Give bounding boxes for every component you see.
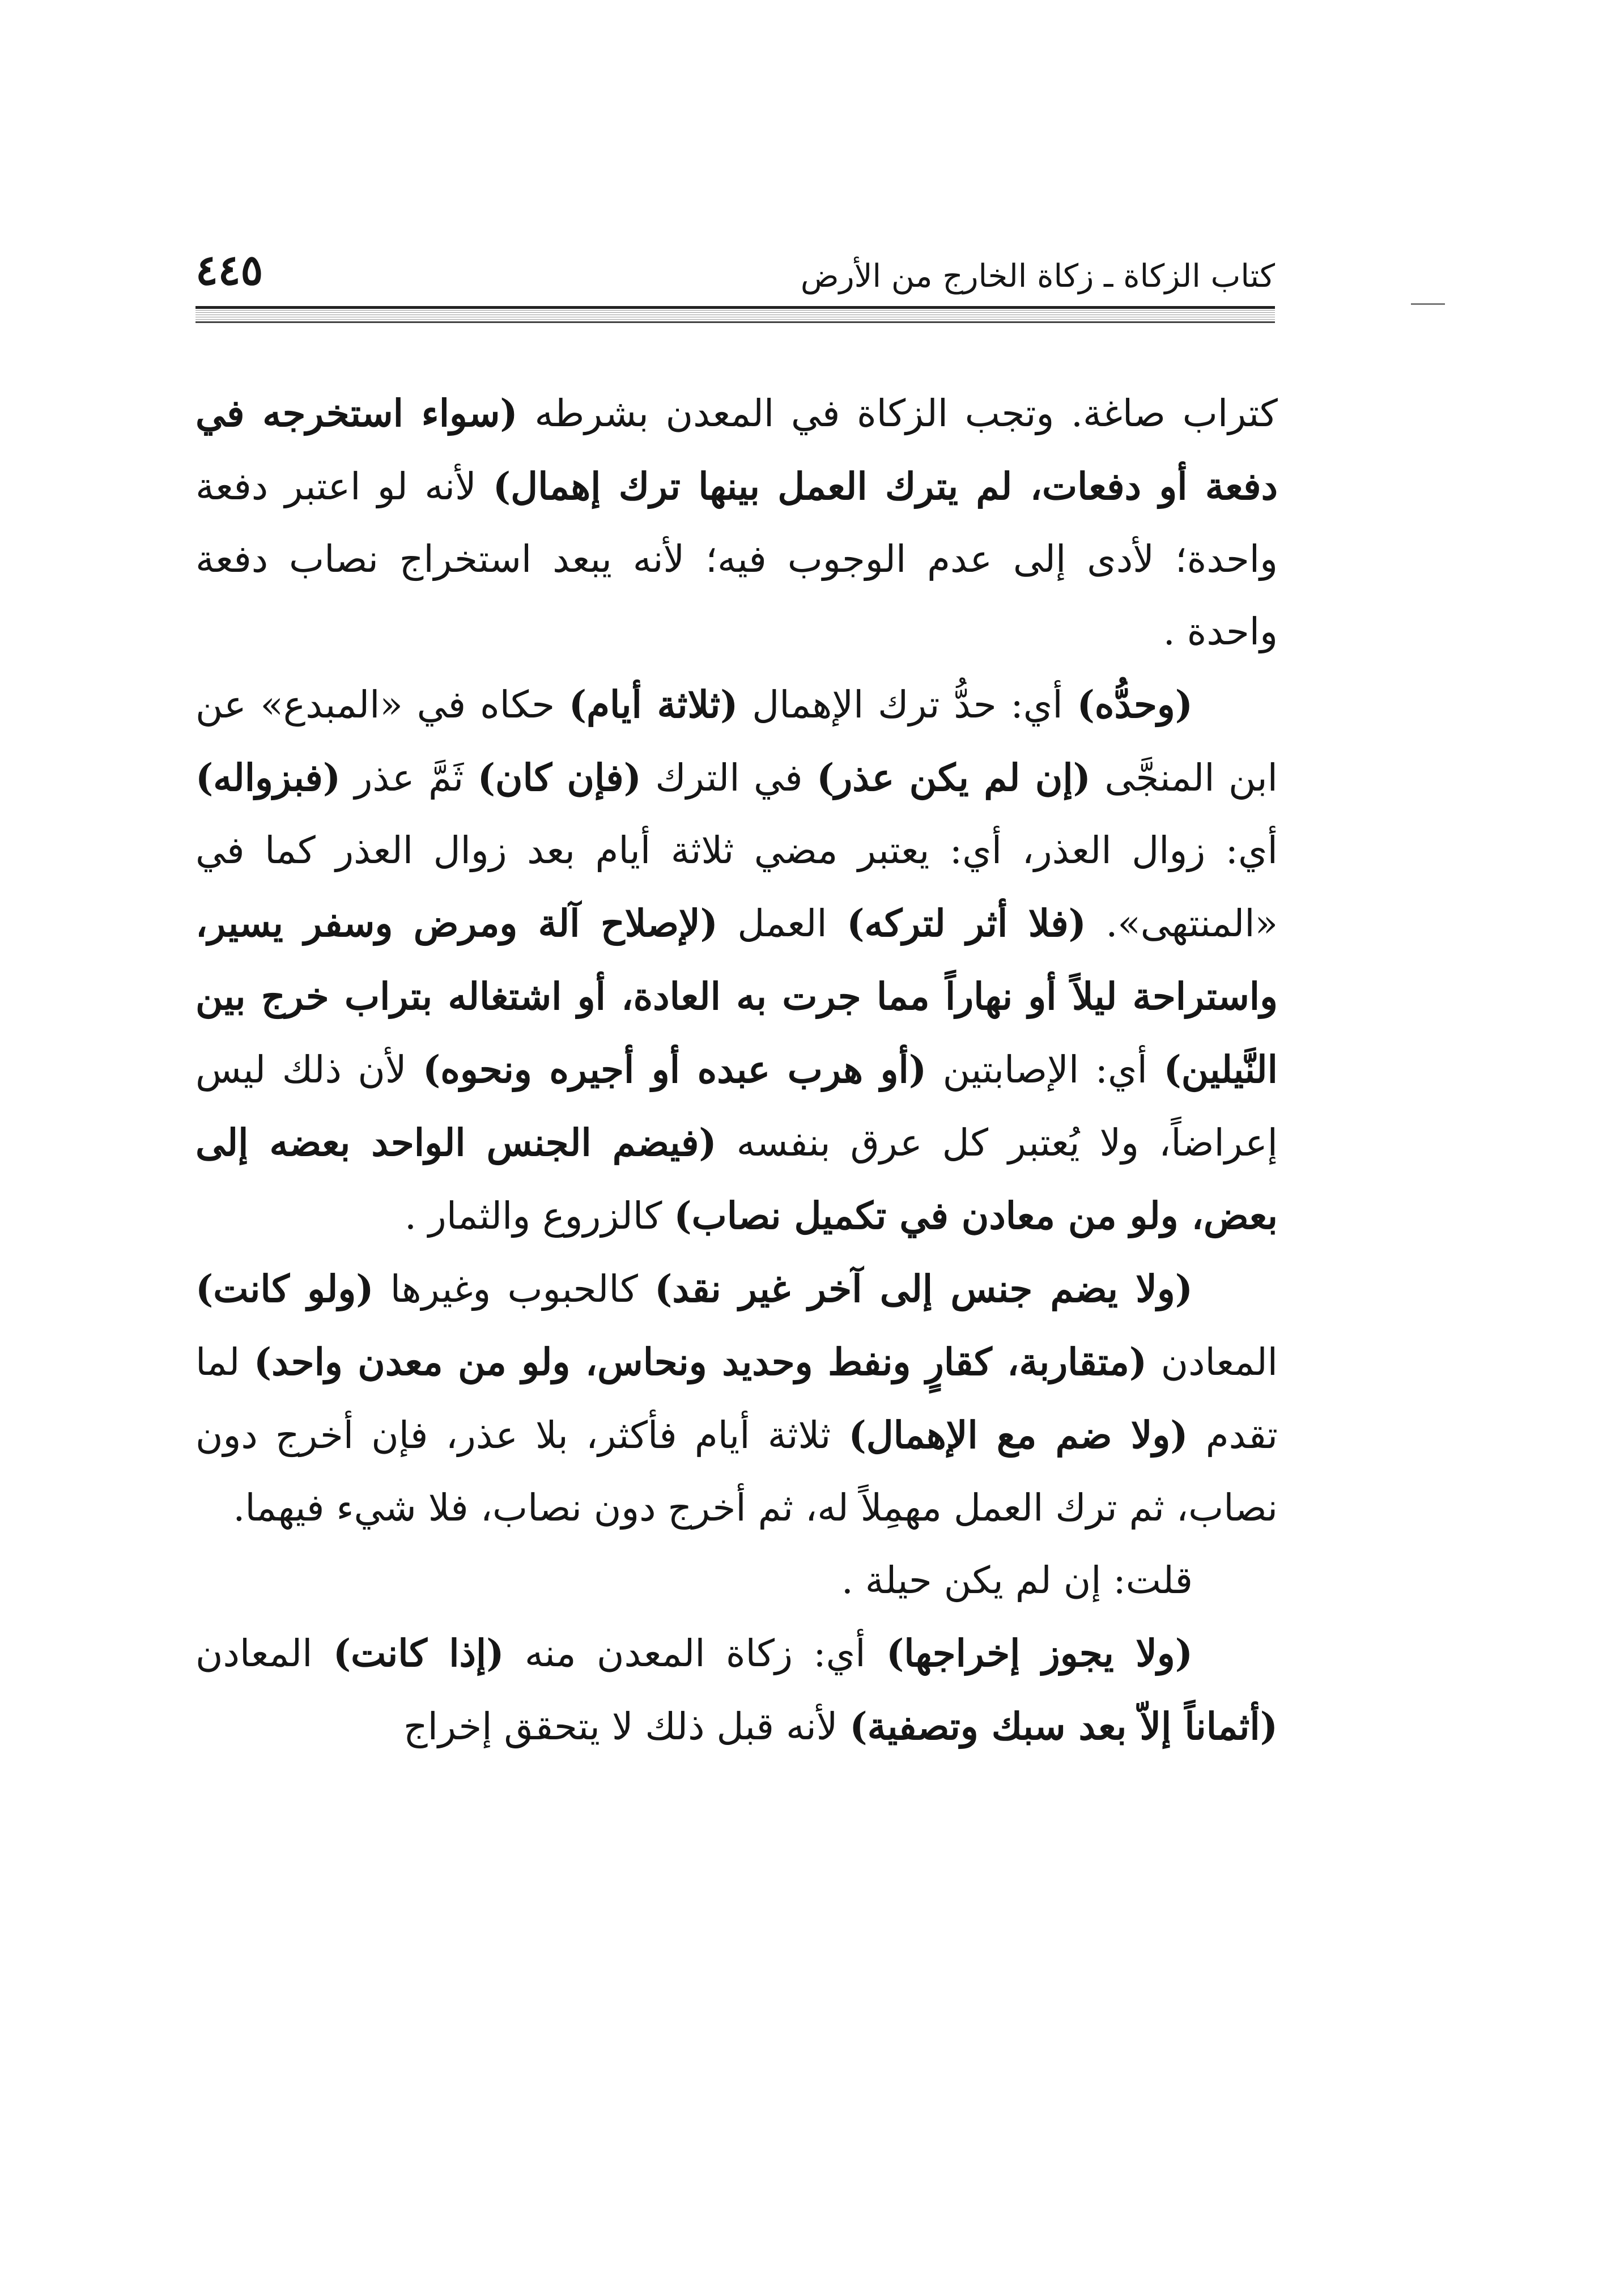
matn-segment: (فإن كان): [477, 755, 641, 800]
body-text: [195, 377, 1278, 1763]
text-segment: ثلاثة أيام فأكثر، بلا عذر، فإن أخرج دون نصاب، ثم ترك العمل مهمِلاً له، ثم أخرج دون نصاب، فلا شيء فيهما.: [195, 1413, 1278, 1530]
matn-segment: (متقاربة، كقارٍ ونفط وحديد ونحاس، ولو من معدن واحد): [253, 1340, 1147, 1384]
text-segment: قلت: إن لم يكن حيلة .: [841, 1559, 1193, 1602]
text-segment: أي: الإصابتين: [926, 1048, 1164, 1092]
page-header: [195, 246, 1275, 295]
text-segment: لأنه لو اعتبر دفعة واحدة؛ لأدى إلى عدم الوجوب فيه؛ لأنه يبعد استخراج نصاب دفعة واحدة .: [195, 465, 1278, 653]
text-segment: كتراب صاغة. وتجب الزكاة في المعدن بشرطه: [517, 392, 1278, 435]
matn-segment: (أثماناً إلاّ بعد سبك وتصفية): [849, 1704, 1278, 1748]
paragraph-4: [195, 1544, 1278, 1617]
matn-segment: (فلا أثر لتركه): [847, 901, 1086, 945]
text-segment: المعادن: [1147, 1340, 1278, 1384]
matn-segment: (أو هرب عبده أو أجيره ونحوه): [423, 1047, 927, 1092]
matn-segment: (ولا يضم جنس إلى آخر غير نقد): [654, 1267, 1193, 1311]
margin-mark: [1411, 303, 1445, 305]
text-segment: كالزروع والثمار .: [404, 1194, 674, 1238]
text-segment: كالحبوب وغيرها: [373, 1267, 655, 1311]
text-segment: أي: زكاة المعدن منه: [504, 1632, 887, 1675]
text-segment: حكاه في «المبدع» عن ابن المنجَّى: [195, 683, 1278, 800]
matn-segment: (ولا يجوز إخراجها): [886, 1631, 1193, 1675]
page-number: ٤٤٥: [195, 246, 263, 295]
text-segment: لأن ذلك ليس إعراضاً، ولا يُعتبر كل عرق بنفسه: [195, 1048, 1278, 1165]
paragraph-2: [195, 668, 1278, 1252]
matn-segment: (فبزواله): [195, 755, 341, 800]
header-rule: [195, 306, 1275, 323]
matn-segment: (لإصلاح آلة ومرض وسفر يسير، واستراحة ليلاً أو نهاراً مما جرت به العادة، أو اشتغاله بتراب خرج بين النَّيلين): [195, 901, 1278, 1092]
matn-segment: (وحدُّه): [1077, 682, 1193, 727]
matn-segment: (ثلاثة أيام): [568, 682, 738, 727]
text-segment: ثَمَّ عذر: [341, 756, 478, 800]
running-title: كتاب الزكاة ـ زكاة الخارج من الأرض: [800, 258, 1275, 295]
text-segment: أي: زوال العذر، أي: يعتبر مضي ثلاثة أيام بعد زوال العذر كما في «المنتهى».: [195, 829, 1278, 945]
text-segment: لأنه قبل ذلك لا يتحقق إخراج: [403, 1705, 850, 1748]
matn-segment: (سواء استخرجه في دفعة أو دفعات، لم يترك العمل بينها ترك إهمال): [195, 391, 1278, 508]
paragraph-1: [195, 377, 1278, 668]
text-segment: العمل: [717, 902, 847, 945]
text-segment: أي: حدُّ ترك الإهمال: [738, 683, 1077, 727]
paragraph-5: [195, 1617, 1278, 1763]
matn-segment: (إذا كانت): [333, 1631, 504, 1675]
paragraph-3: [195, 1252, 1278, 1544]
matn-segment: (إن لم يكن عذر): [817, 755, 1091, 800]
text-segment: لما تقدم: [195, 1340, 1278, 1457]
text-segment: المعادن: [195, 1632, 333, 1675]
matn-segment: (فيضم الجنس الواحد بعضه إلى بعض، ولو من معادن في تكميل نصاب): [195, 1120, 1278, 1238]
matn-segment: (ولو كانت): [195, 1267, 374, 1311]
matn-segment: (ولا ضم مع الإهمال): [848, 1413, 1188, 1457]
text-segment: في الترك: [641, 756, 817, 800]
